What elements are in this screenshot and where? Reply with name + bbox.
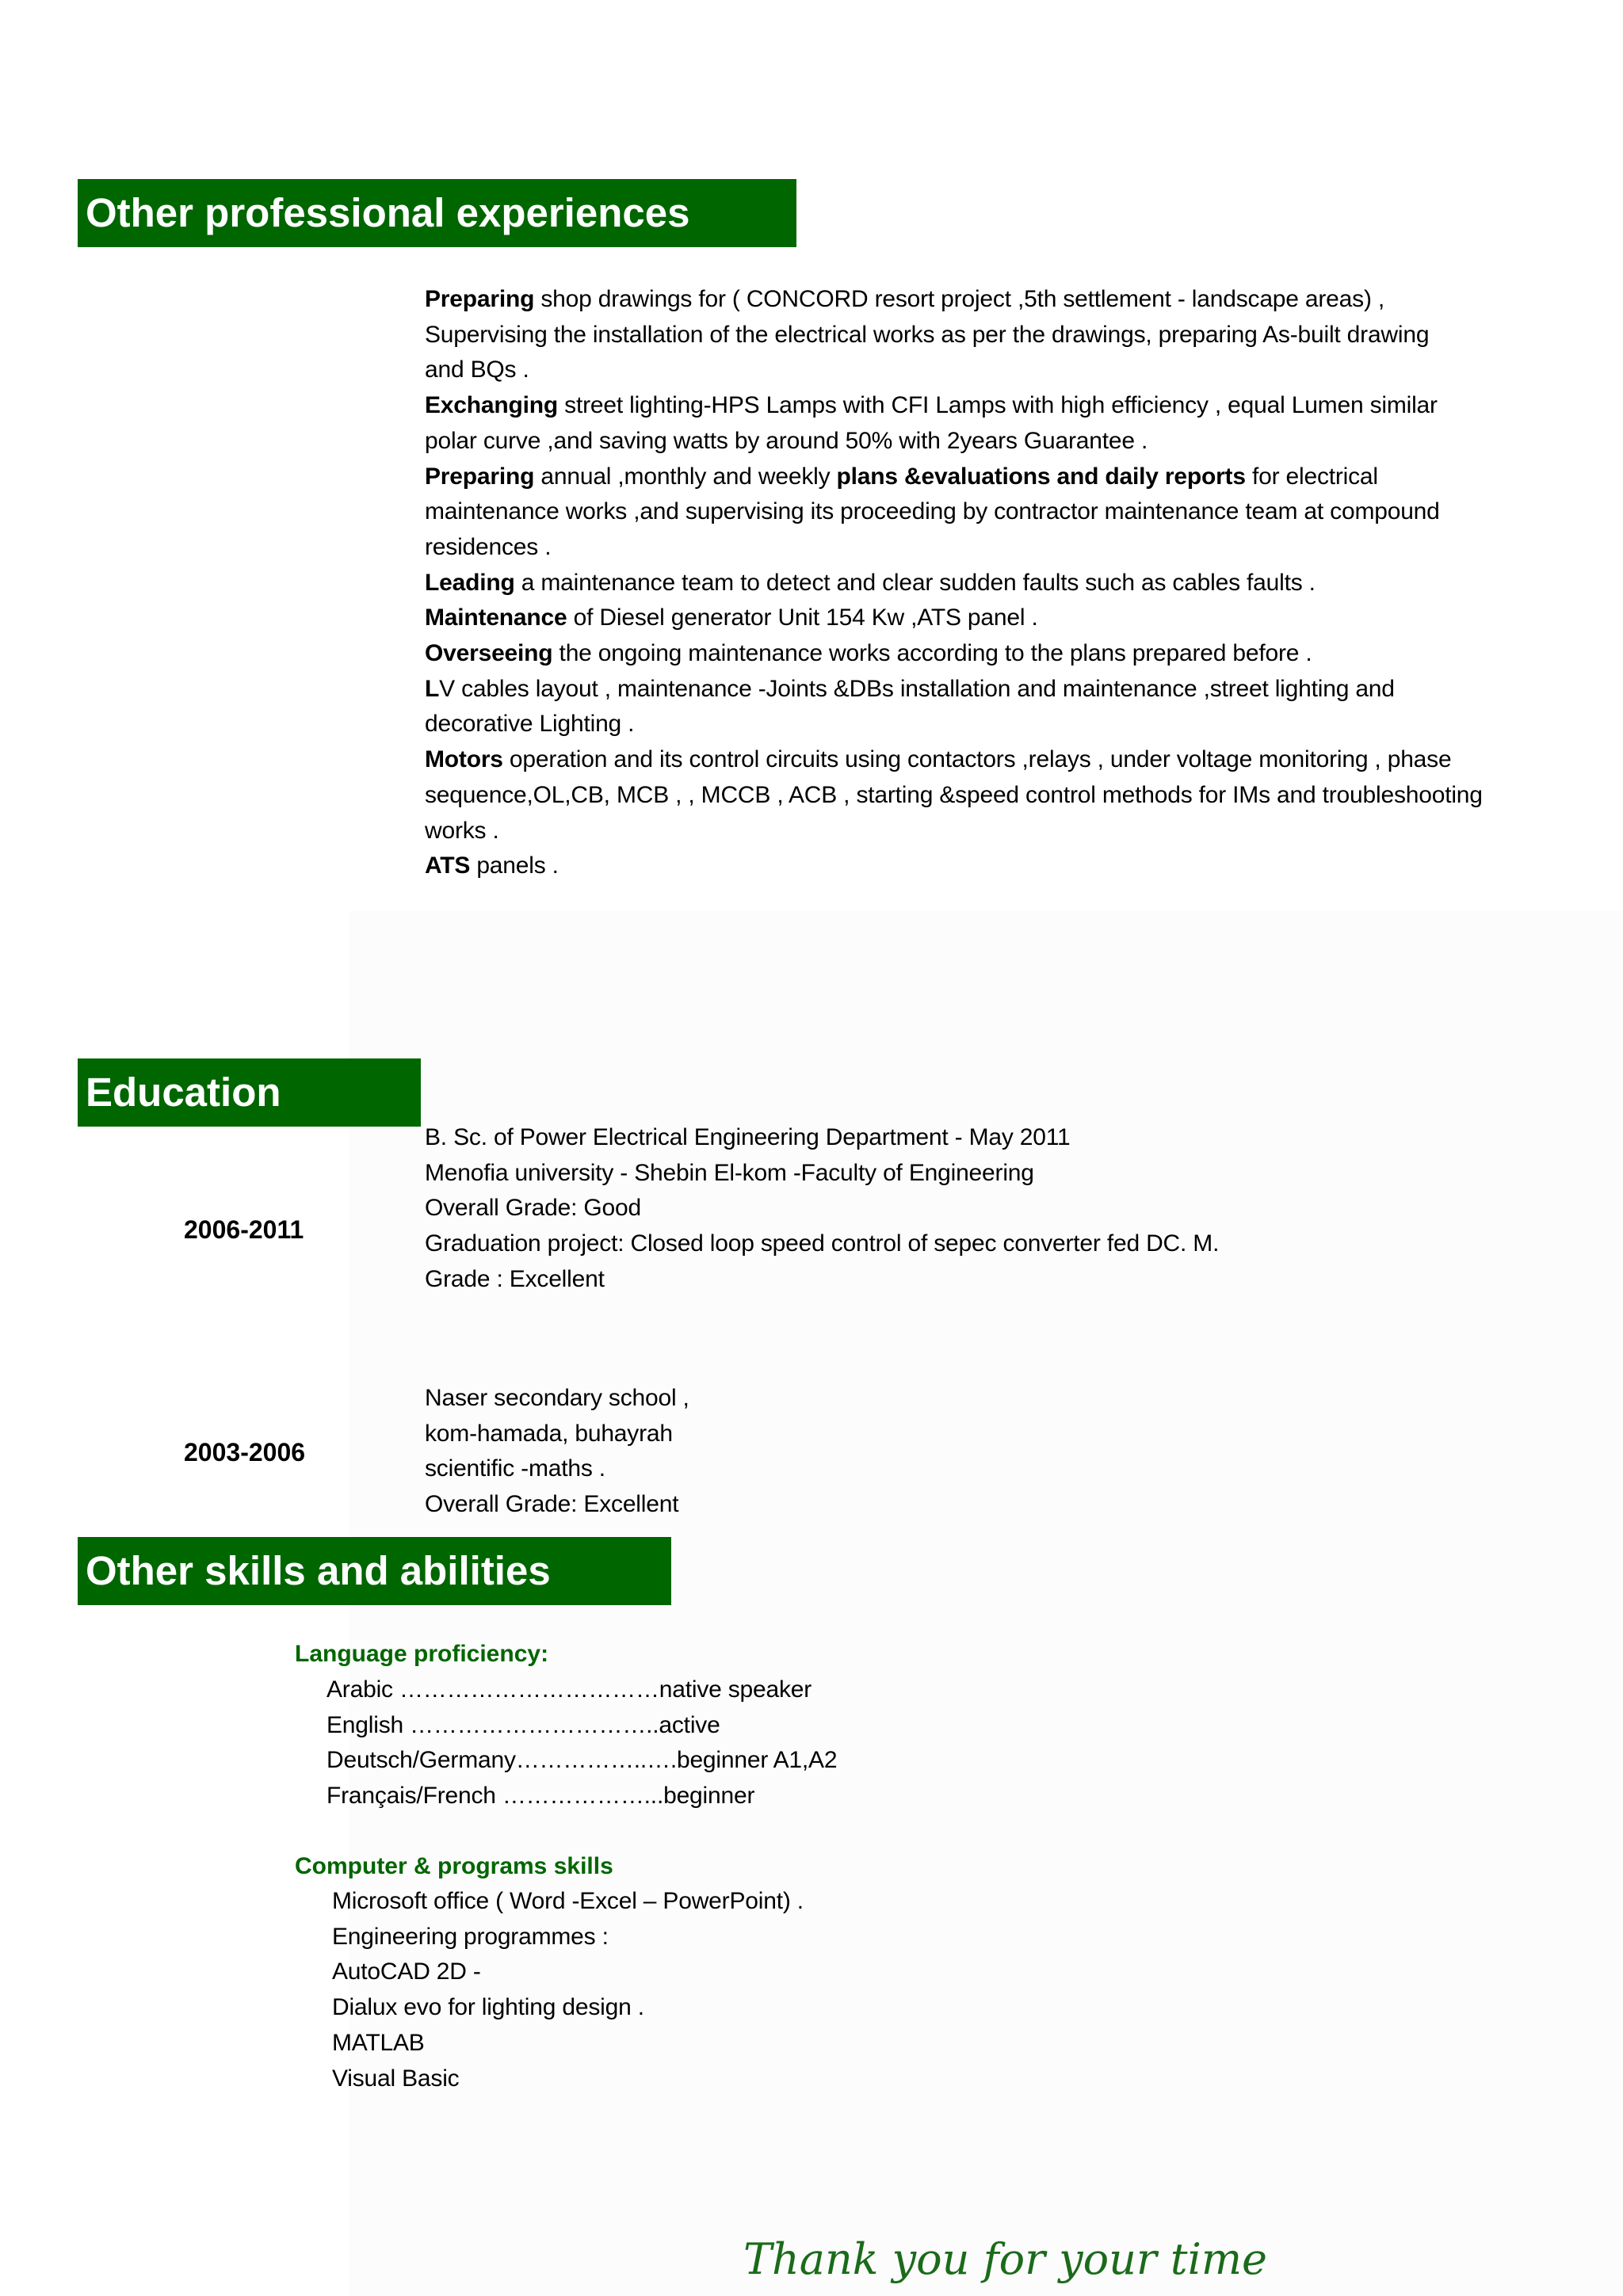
experience-text: and BQs . bbox=[425, 357, 529, 383]
experience-keyword: Preparing bbox=[425, 286, 535, 312]
experience-line bbox=[425, 849, 559, 884]
experience-text: residences . bbox=[425, 533, 552, 560]
computer-skill-item: MATLAB bbox=[332, 2029, 425, 2056]
experience-text: operation and its control circuits using contactors ,relays , under voltage monitoring , phase bbox=[502, 746, 1452, 773]
computer-skill-item: Engineering programmes : bbox=[332, 1923, 609, 1950]
computer-skills-heading: Computer & programs skills bbox=[295, 1853, 613, 1879]
experience-keyword: Leading bbox=[425, 569, 515, 596]
education-line: Overall Grade: Excellent bbox=[425, 1491, 679, 1518]
education-line: Grade : Excellent bbox=[425, 1265, 605, 1292]
experience-keyword: plans &evaluations and daily reports bbox=[836, 463, 1246, 490]
computer-skill-item: Dialux evo for lighting design . bbox=[332, 1994, 644, 2021]
experience-line bbox=[425, 742, 1451, 778]
language-item: English …………………………..active bbox=[327, 1711, 720, 1738]
experience-line bbox=[425, 388, 1438, 424]
experience-text: of Diesel generator Unit 154 Kw ,ATS panel . bbox=[567, 605, 1038, 631]
experience-text: panels . bbox=[470, 852, 559, 879]
experience-keyword: L bbox=[425, 675, 440, 702]
education-years-university: 2006-2011 bbox=[184, 1215, 304, 1244]
experience-line bbox=[425, 530, 551, 566]
experience-text: polar curve ,and saving watts by around 50% with 2years Guarantee . bbox=[425, 427, 1148, 454]
experience-text: a maintenance team to detect and clear sudden faults such as cables faults . bbox=[514, 569, 1316, 596]
language-item: Deutsch/Germany……………..….beginner A1,A2 bbox=[327, 1747, 838, 1774]
language-item: Français/French ………………...beginner bbox=[327, 1783, 755, 1810]
experience-text: maintenance works ,and supervising its proceeding by contractor maintenance team at compound bbox=[425, 498, 1440, 525]
language-proficiency-heading: Language proficiency: bbox=[295, 1641, 549, 1667]
section-header-skills: Other skills and abilities bbox=[78, 1537, 671, 1605]
section-header-experience: Other professional experiences bbox=[78, 179, 796, 247]
experience-keyword: Maintenance bbox=[425, 605, 567, 631]
experience-line bbox=[425, 566, 1316, 601]
experience-text: the ongoing maintenance works according to the plans prepared before . bbox=[552, 640, 1312, 666]
education-line: Menofia university - Shebin El-kom -Faculty of Engineering bbox=[425, 1159, 1034, 1186]
experience-keyword: Overseeing bbox=[425, 640, 553, 666]
experience-text: street lighting-HPS Lamps with CFI Lamps with high efficiency , equal Lumen similar bbox=[558, 392, 1438, 419]
education-years-school: 2003-2006 bbox=[184, 1438, 306, 1466]
experience-text: sequence,OL,CB, MCB , , MCCB , ACB , starting &speed control methods for IMs and troubleshooting bbox=[425, 781, 1483, 808]
education-line: Naser secondary school , bbox=[425, 1385, 689, 1411]
computer-skill-item: Microsoft office ( Word -Excel – PowerPoint) . bbox=[332, 1888, 804, 1914]
experience-line bbox=[425, 672, 1395, 707]
section-header-education: Education bbox=[78, 1058, 421, 1127]
experience-line bbox=[425, 778, 1483, 814]
experience-text: Supervising the installation of the electrical works as per the drawings, preparing As-built drawing bbox=[425, 321, 1430, 348]
experience-keyword: Preparing bbox=[425, 463, 535, 490]
experience-line bbox=[425, 636, 1312, 672]
experience-text: annual ,monthly and weekly bbox=[534, 463, 837, 490]
experience-text: shop drawings for ( CONCORD resort project ,5th settlement - landscape areas) , bbox=[534, 286, 1385, 312]
thank-you-note: Thank you for your time bbox=[743, 2234, 1267, 2284]
experience-line bbox=[425, 424, 1148, 460]
experience-keyword: Motors bbox=[425, 746, 503, 773]
experience-line bbox=[425, 460, 1378, 495]
experience-line bbox=[425, 353, 529, 388]
experience-line bbox=[425, 282, 1384, 318]
experience-text: works . bbox=[425, 817, 499, 844]
experience-line bbox=[425, 318, 1429, 353]
experience-line bbox=[425, 707, 634, 742]
education-line: Graduation project: Closed loop speed control of sepec converter fed DC. M. bbox=[425, 1230, 1220, 1257]
experience-line bbox=[425, 601, 1038, 636]
experience-line bbox=[425, 494, 1440, 530]
experience-keyword: Exchanging bbox=[425, 392, 559, 419]
computer-skill-item: AutoCAD 2D - bbox=[332, 1958, 481, 1985]
experience-text: V cables layout , maintenance -Joints &DBs installation and maintenance ,street lighting and bbox=[439, 675, 1395, 702]
experience-text: decorative Lighting . bbox=[425, 711, 635, 738]
education-line: Overall Grade: Good bbox=[425, 1195, 641, 1222]
language-item: Arabic ……………………………native speaker bbox=[327, 1676, 812, 1703]
education-line: scientific -maths . bbox=[425, 1455, 605, 1482]
experience-line bbox=[425, 814, 499, 849]
experience-text: for electrical bbox=[1245, 463, 1378, 490]
education-line: kom-hamada, buhayrah bbox=[425, 1420, 673, 1447]
computer-skill-item: Visual Basic bbox=[332, 2065, 460, 2092]
education-line: B. Sc. of Power Electrical Engineering Department - May 2011 bbox=[425, 1124, 1071, 1150]
experience-keyword: ATS bbox=[425, 852, 471, 879]
